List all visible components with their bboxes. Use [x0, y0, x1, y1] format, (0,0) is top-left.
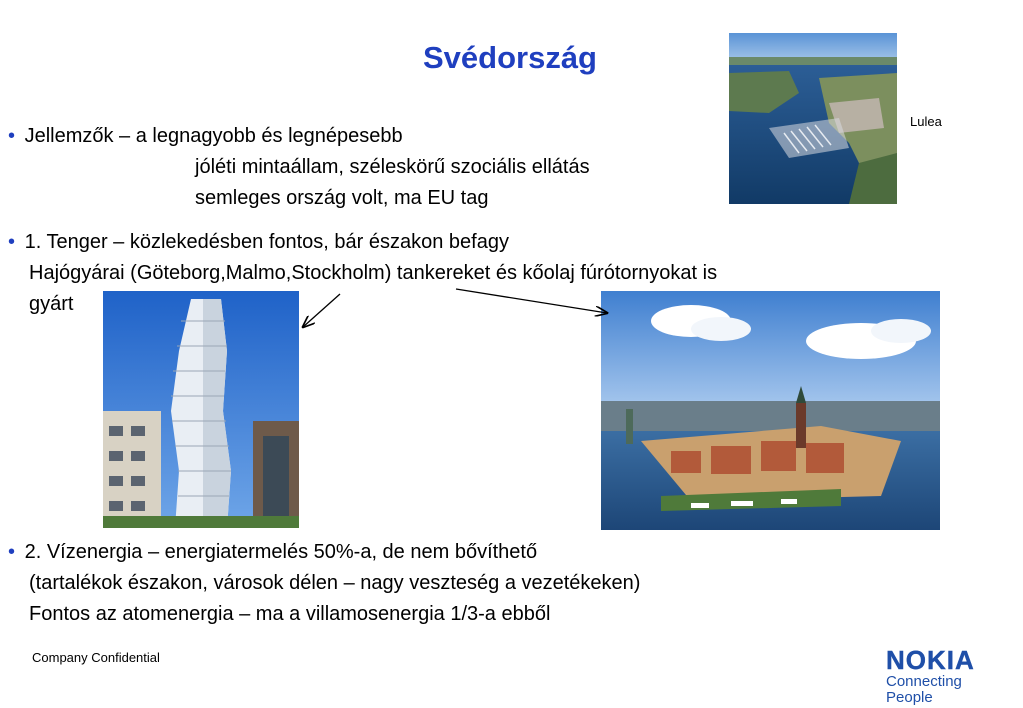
- bullet-dot: •: [8, 125, 16, 147]
- slide-title: Svédország: [422, 40, 597, 75]
- bullet-1-line-3: semleges ország volt, ma EU tag: [195, 187, 489, 209]
- logo-word: NOKIA: [886, 645, 975, 675]
- bullet-2-line-3: gyárt: [29, 293, 74, 315]
- bullet-1-line-2: jóléti mintaállam, széleskörű szociális ellátás: [195, 156, 590, 178]
- nokia-logo: [886, 646, 1010, 706]
- bullet-2-line-1: 1. Tenger – közlekedésben fontos, bár északon befagy: [24, 231, 509, 253]
- bullet-dot: •: [8, 231, 16, 253]
- bullet-3-line-3: Fontos az atomenergia – ma a villamosenergia 1/3-a ebből: [29, 603, 551, 625]
- bullet-dot: •: [8, 541, 16, 563]
- bullet-3-line-1: 2. Vízenergia – energiatermelés 50%-a, de nem bővíthető: [24, 541, 538, 563]
- bullet-3: [8, 537, 537, 568]
- logo-tagline: Connecting People: [886, 673, 962, 706]
- bullet-2-line-2: Hajógyárai (Göteborg,Malmo,Stockholm) tankereket és kőolaj fúrótornyokat is: [29, 262, 718, 284]
- bullet-1-line-1: Jellemzők – a legnagyobb és legnépesebb: [24, 125, 403, 147]
- confidential-label: Company Confidential: [32, 650, 160, 665]
- photo-caption: Lulea: [910, 114, 942, 129]
- bullet-3-line-2: (tartalékok északon, városok délen – nagy veszteség a vezetékeken): [29, 572, 641, 594]
